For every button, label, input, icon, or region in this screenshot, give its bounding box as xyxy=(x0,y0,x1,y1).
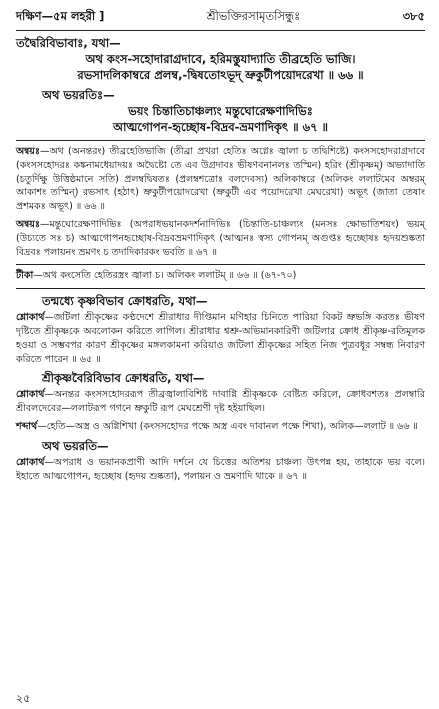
anvaya-66: অন্বয়ঃ—অথ (অনন্তরং) তীব্রহেতিভাজি (তীব্রা প্রখরা হেতিঃ অগ্নেঃ জ্বালা চ তদ্বিশিষ্টে) কংসসহোদরাগ্রদাবে (কংসসহোদরঃ কঙ্কনামধেয়াদয়ঃ অদ্বৈষ্টো তে এব উগ্রদাবঃ ভীষণবনানলঃ তস্মিন) হরিং (শ্রীকৃষ্ণম্) অভ্যাদাতি (চতুর্দিক্ষু উত্তিষ্ঠমানে সতি) প্রলম্বদ্বিষতঃ (প্রলম্বশত্রোঃ বলদেবস্য) অলিকাম্বরে (অলিকং ললাটমেব অম্বরম্ আকাশং তস্মিন্) রভসাৎ (হঠাৎ) ভ্রুকুটীপয়োদরেখা (ভ্রুকুটী এব পয়োদরেখা মেঘরেখা) অভূৎ (জাতা তেষাং প্রশমকঃ অভূৎ) ॥ ৬৬ ॥ xyxy=(16,146,425,213)
section-heading-1: তদ্বৈরিবিভাবাঃ, যথা— xyxy=(16,36,121,50)
section-heading-3: তন্মধ্যে কৃষ্ণবিভাব ক্রোধরতি, যথা— xyxy=(42,294,208,309)
verse-66-line-1: অথ কংস-সহোদারাগ্রদাবে, হরিমস্তু্যাদ্যাতি তীব্রহেতি ভাজি। xyxy=(85,52,356,66)
divider xyxy=(16,140,425,141)
section-heading-5: অথ ভয়রতি— xyxy=(42,438,109,453)
divider xyxy=(16,264,425,265)
tika: টীকা—অথ কংসেতি হেতিরস্ত্রং জ্বালা চ। অলিকং ললাটম্ ॥ ৬৬ ॥ (৬৭-৭০) xyxy=(16,270,297,282)
anvaya-67: অন্বয়ঃ—মন্তুঘোরেক্ষণাদিভিঃ (অপরাধভয়ানকদর্শনাদিভিঃ (চিন্তাতি-চাঞ্চল্যং (মনসঃ ক্ষোভাতিশয়ং) ভয়ম্ (উচ্যতে সঃ চ) আত্মগোপনহৃচ্ছোষ-বিদ্রবভ্রমণাদিকৃৎ (আত্মনঃ স্বস্য গোপনম্ অগুপ্তঃ হৃচ্ছোষঃ হৃদয়শুষ্কতা বিদ্রবঃ পলায়নং ভ্রমণং চ তদাদিকারকং ভবতি ॥ ৬৭ ॥ xyxy=(16,218,425,258)
section-heading-4: শ্রীকৃষ্ণবৈরিবিভাব ক্রোধরতি, যথা— xyxy=(42,371,205,386)
shlokartha-65: শ্লোকার্থ—জটিলা শ্রীকৃষ্ণের কণ্ঠদেশে শ্রীরাধার দীপ্তিমান মণিহার চিনিতে পারিয়া বিকট ভ্রুভঙ্গি করতঃ ভীষণ দৃষ্টিতে শ্রীকৃষ্ণকে অবলোকন করিতে লাগিল। শ্রীরাধার শ্বশ্রু-অভিমানকারিণী জটিলার ক্রোধ শ্রীকৃষ্ণ-রতিমূলক হওয়া ও সম্ভবপর কারণ শ্রীকৃষ্ণের মঙ্গলকামনা করিয়াও জটিলা শ্রীকৃষ্ণের সহিত নিজ পুত্রবধূর সম্বন্ধ নিবারণ করিতে পারেন ॥ ৬৫ ॥ xyxy=(16,312,425,365)
header-page-number: ৩৮৫ xyxy=(402,9,425,23)
verse-67-line-1: ভয়ং চিন্তাতিচাঞ্চল্যং মন্তুঘোরেক্ষণাদিভিঃ xyxy=(128,104,313,118)
section-heading-2: অথ ভয়রতিঃ— xyxy=(42,88,115,102)
divider xyxy=(16,288,425,289)
verse-67-line-2: আত্মগোপন-হৃচ্ছোষ-বিদ্রব-ভ্রমণাদিকৃৎ ॥ ৬৭ ॥ xyxy=(112,120,329,134)
header-title: শ্রীভক্তিরসামৃতসিন্ধুঃ xyxy=(206,9,301,23)
header-left: দক্ষিণ—৫ম লহরী ] xyxy=(16,9,105,23)
shabdartha-66: শব্দার্থ—হেতি—অস্ত্র ও অগ্নিশিখা (কংসসহোদর পক্ষে অস্ত্র এবং দাবানল পক্ষে শিখা), অলিক—ললাট ॥ ৬৬ ॥ xyxy=(16,420,418,432)
verse-66-line-2: রভসাদলিকাম্বরে প্রলম্ব,-দ্বিষতোঽভূদ্ ভ্রুকুটীপয়োদরেখা ॥ ৬৬ ॥ xyxy=(77,68,364,82)
shlokartha-67: শ্লোকার্থ—অপরাধ ও ভয়ানকপ্রাণী আদি দর্শনে যে চিত্তের অতিশয় চাঞ্চল্য উৎপন্ন হয়, তাহাকে ভয় বলে। ইহাতে আত্মগোপন, হৃচ্ছোষ (হৃদয় শুষ্কতা), পলায়ন ও ভ্রমণাদি থাকে ॥ ৬৭ ॥ xyxy=(16,456,425,482)
shlokartha-66: শ্লোকার্থ—অনন্তর কংসসহোদররূপ তীব্রজ্বালাবিশিষ্ট দাবাগ্নি শ্রীকৃষ্ণকে বেষ্টিত করিলে, ক্রোধবশতঃ প্রলম্বারি শ্রীবলদেবের—ললাটরূপ গগনে ভ্রুকুটি রূপ মেঘশ্রেণী দৃষ্ট হইয়াছিল। xyxy=(16,389,425,415)
running-header xyxy=(16,8,425,31)
footer-page-number: ২৫ xyxy=(16,692,31,705)
